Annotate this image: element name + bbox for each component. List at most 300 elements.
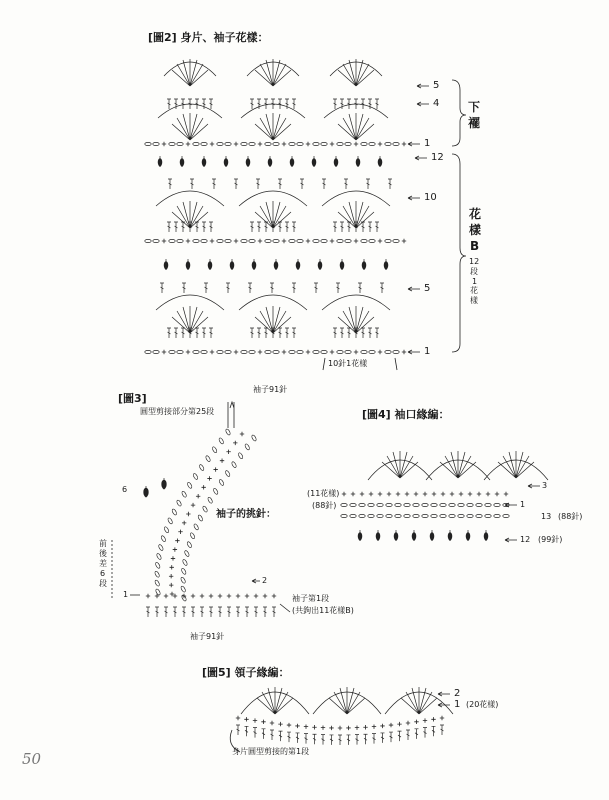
single-crochet-symbol bbox=[162, 142, 166, 146]
chain-symbol bbox=[244, 443, 250, 450]
treble-symbol bbox=[212, 179, 216, 189]
puff-stitch-symbol bbox=[296, 259, 301, 270]
treble-symbol bbox=[209, 328, 213, 338]
treble-symbol bbox=[174, 328, 178, 338]
d4-row-13: 13 bbox=[541, 512, 552, 521]
puff-stitch-symbol bbox=[430, 530, 435, 541]
d5-repeats: (20花樣) bbox=[466, 700, 499, 709]
chain-symbol bbox=[164, 526, 170, 533]
chain-symbol bbox=[458, 514, 464, 517]
single-crochet-symbol bbox=[220, 458, 224, 462]
single-crochet-symbol bbox=[270, 721, 274, 725]
chain-symbol bbox=[186, 541, 192, 548]
treble-symbol bbox=[257, 222, 261, 232]
single-crochet-symbol bbox=[253, 718, 257, 722]
treble-symbol bbox=[287, 732, 291, 742]
chain-symbol bbox=[368, 514, 374, 517]
single-crochet-symbol bbox=[213, 467, 217, 471]
treble-symbol bbox=[278, 222, 282, 232]
treble-symbol bbox=[256, 179, 260, 189]
treble-symbol bbox=[262, 729, 266, 739]
single-crochet-symbol bbox=[191, 594, 195, 598]
chain-symbol bbox=[350, 503, 356, 506]
fan-shell-symbol bbox=[172, 59, 208, 86]
single-crochet-symbol bbox=[186, 512, 190, 516]
treble-symbol bbox=[368, 328, 372, 338]
chain-symbol bbox=[337, 239, 343, 242]
single-crochet-symbol bbox=[441, 492, 445, 496]
treble-symbol bbox=[209, 222, 213, 232]
diagram5-stitch-chart bbox=[236, 687, 453, 745]
row-label-5-bottom: 5 bbox=[424, 283, 431, 294]
chain-symbol bbox=[431, 503, 437, 506]
chain-symbol bbox=[458, 503, 464, 506]
puff-stitch-symbol bbox=[394, 530, 399, 541]
treble-symbol bbox=[202, 222, 206, 232]
single-crochet-symbol bbox=[402, 350, 406, 354]
chain-symbol bbox=[377, 514, 383, 517]
chain-symbol bbox=[393, 142, 399, 145]
chain-symbol bbox=[265, 239, 271, 242]
chain-symbol bbox=[201, 350, 207, 353]
round-join-label: 圓型剪接部分第25段 bbox=[140, 407, 215, 416]
chain-symbol bbox=[153, 239, 159, 242]
chain-symbol bbox=[213, 488, 219, 495]
treble-symbol bbox=[182, 283, 186, 293]
treble-symbol bbox=[366, 179, 370, 189]
treble-symbol bbox=[347, 99, 351, 109]
single-crochet-symbol bbox=[170, 592, 174, 596]
treble-symbol bbox=[167, 328, 171, 338]
single-crochet-symbol bbox=[218, 594, 222, 598]
chain-symbol bbox=[476, 514, 482, 517]
single-crochet-symbol bbox=[146, 594, 150, 598]
treble-symbol bbox=[264, 99, 268, 109]
chain-symbol bbox=[449, 514, 455, 517]
chain-symbol bbox=[467, 503, 473, 506]
single-crochet-symbol bbox=[306, 239, 310, 243]
fan-shell-symbol bbox=[257, 687, 293, 714]
chain-symbol bbox=[386, 514, 392, 517]
treble-symbol bbox=[146, 607, 150, 617]
chain-symbol bbox=[158, 544, 164, 551]
treble-symbol bbox=[278, 179, 282, 189]
puff-stitch-symbol bbox=[268, 156, 273, 167]
treble-symbol bbox=[333, 328, 337, 338]
fan-shell-symbol bbox=[329, 687, 365, 714]
single-crochet-symbol bbox=[175, 538, 179, 542]
chain-symbol bbox=[225, 428, 231, 435]
chain-symbol bbox=[404, 514, 410, 517]
treble-symbol bbox=[358, 283, 362, 293]
chain-symbol bbox=[180, 577, 186, 584]
single-crochet-symbol bbox=[201, 485, 205, 489]
single-crochet-symbol bbox=[354, 350, 358, 354]
treble-symbol bbox=[372, 734, 376, 744]
chain-symbol bbox=[422, 514, 428, 517]
single-crochet-symbol bbox=[210, 142, 214, 146]
single-crochet-symbol bbox=[372, 724, 376, 728]
treble-symbol bbox=[209, 607, 213, 617]
single-crochet-symbol bbox=[342, 492, 346, 496]
single-crochet-symbol bbox=[186, 239, 190, 243]
chain-symbol bbox=[321, 350, 327, 353]
chain-symbol bbox=[273, 239, 279, 242]
treble-symbol bbox=[355, 735, 359, 745]
single-crochet-symbol bbox=[164, 594, 168, 598]
single-crochet-symbol bbox=[397, 722, 401, 726]
chain-symbol bbox=[160, 535, 166, 542]
chain-symbol bbox=[361, 142, 367, 145]
treble-symbol bbox=[340, 328, 344, 338]
treble-symbol bbox=[155, 607, 159, 617]
chain-symbol bbox=[182, 559, 188, 566]
single-crochet-symbol bbox=[263, 594, 267, 598]
chain-symbol bbox=[241, 350, 247, 353]
puff-stitch-symbol bbox=[252, 259, 257, 270]
d5-join-row: 身片圓型剪接的第1段 bbox=[232, 747, 310, 756]
treble-symbol bbox=[195, 99, 199, 109]
chain-symbol bbox=[413, 514, 419, 517]
chain-symbol bbox=[361, 239, 367, 242]
chain-symbol bbox=[350, 514, 356, 517]
single-crochet-symbol bbox=[389, 723, 393, 727]
single-crochet-symbol bbox=[186, 350, 190, 354]
diagram4-annotations bbox=[505, 484, 540, 542]
single-crochet-symbol bbox=[486, 492, 490, 496]
treble-symbol bbox=[181, 99, 185, 109]
puff-stitch-symbol bbox=[186, 259, 191, 270]
single-crochet-symbol bbox=[477, 492, 481, 496]
single-crochet-symbol bbox=[155, 594, 159, 598]
single-crochet-symbol bbox=[210, 350, 214, 354]
single-crochet-symbol bbox=[207, 476, 211, 480]
chain-symbol bbox=[238, 452, 244, 459]
single-crochet-symbol bbox=[227, 594, 231, 598]
chain-symbol bbox=[193, 142, 199, 145]
chain-symbol bbox=[225, 142, 231, 145]
single-crochet-symbol bbox=[402, 239, 406, 243]
d4-repeats: (11花樣) bbox=[307, 489, 340, 498]
single-crochet-symbol bbox=[162, 239, 166, 243]
pickup-label: 袖子的挑針： bbox=[216, 509, 276, 520]
d4-stitches-88-right: (88針) bbox=[558, 512, 583, 521]
chain-symbol bbox=[181, 568, 187, 575]
single-crochet-symbol bbox=[173, 547, 177, 551]
single-crochet-symbol bbox=[200, 594, 204, 598]
single-crochet-symbol bbox=[459, 492, 463, 496]
treble-symbol bbox=[304, 734, 308, 744]
chain-symbol bbox=[171, 508, 177, 515]
chain-symbol bbox=[395, 514, 401, 517]
chain-symbol bbox=[368, 503, 374, 506]
single-crochet-symbol bbox=[378, 492, 382, 496]
puff-stitch-symbol bbox=[384, 259, 389, 270]
treble-symbol bbox=[322, 179, 326, 189]
chain-symbol bbox=[313, 350, 319, 353]
treble-symbol bbox=[270, 730, 274, 740]
single-crochet-symbol bbox=[244, 717, 248, 721]
chain-symbol bbox=[193, 523, 199, 530]
chain-symbol bbox=[187, 482, 193, 489]
single-crochet-symbol bbox=[468, 492, 472, 496]
repeat-label-3: 1 bbox=[472, 277, 478, 286]
front-back-1: 前 bbox=[99, 539, 107, 548]
puff-stitch-symbol bbox=[246, 156, 251, 167]
chain-symbol bbox=[197, 514, 203, 521]
chain-symbol bbox=[359, 503, 365, 506]
diagram2-title: [圖2] 身片、袖子花樣： bbox=[148, 31, 269, 44]
chain-symbol bbox=[385, 239, 391, 242]
chain-symbol bbox=[241, 239, 247, 242]
puff-stitch-symbol bbox=[290, 156, 295, 167]
treble-symbol bbox=[285, 222, 289, 232]
row-label-5-top: 5 bbox=[433, 80, 440, 91]
puff-stitch-symbol bbox=[230, 259, 235, 270]
treble-symbol bbox=[314, 283, 318, 293]
treble-symbol bbox=[190, 179, 194, 189]
treble-symbol bbox=[181, 328, 185, 338]
single-crochet-symbol bbox=[287, 723, 291, 727]
treble-symbol bbox=[271, 328, 275, 338]
treble-symbol bbox=[164, 607, 168, 617]
single-crochet-symbol bbox=[440, 716, 444, 720]
treble-symbol bbox=[245, 726, 249, 736]
single-crochet-symbol bbox=[423, 492, 427, 496]
treble-symbol bbox=[264, 222, 268, 232]
chain-symbol bbox=[156, 553, 162, 560]
treble-symbol bbox=[285, 328, 289, 338]
single-crochet-symbol bbox=[196, 494, 200, 498]
treble-symbol bbox=[227, 607, 231, 617]
chain-symbol bbox=[431, 514, 437, 517]
single-crochet-symbol bbox=[261, 720, 265, 724]
puff-stitch-symbol bbox=[158, 156, 163, 167]
d4-row-12: 12 bbox=[520, 535, 531, 544]
puff-stitch-symbol bbox=[358, 530, 363, 541]
treble-symbol bbox=[292, 283, 296, 293]
d4-stitches-88-left: (88針) bbox=[312, 501, 337, 510]
treble-symbol bbox=[278, 328, 282, 338]
treble-symbol bbox=[204, 283, 208, 293]
single-crochet-symbol bbox=[363, 725, 367, 729]
single-crochet-symbol bbox=[354, 142, 358, 146]
chain-symbol bbox=[193, 239, 199, 242]
chain-symbol bbox=[225, 470, 231, 477]
fan-shell-symbol bbox=[172, 113, 208, 140]
single-crochet-symbol bbox=[162, 350, 166, 354]
treble-symbol bbox=[250, 222, 254, 232]
treble-symbol bbox=[234, 179, 238, 189]
d5-row-2: 2 bbox=[454, 688, 461, 699]
single-crochet-symbol bbox=[236, 716, 240, 720]
chain-symbol bbox=[313, 142, 319, 145]
repeat-label-4: 花 bbox=[470, 286, 478, 295]
chain-symbol bbox=[193, 350, 199, 353]
chain-symbol bbox=[190, 532, 196, 539]
treble-symbol bbox=[333, 99, 337, 109]
fan-shell-symbol bbox=[382, 451, 418, 478]
treble-symbol bbox=[160, 283, 164, 293]
treble-symbol bbox=[361, 328, 365, 338]
chain-symbol bbox=[184, 550, 190, 557]
single-crochet-symbol bbox=[312, 725, 316, 729]
chain-symbol bbox=[377, 503, 383, 506]
chain-symbol bbox=[212, 446, 218, 453]
treble-symbol bbox=[333, 222, 337, 232]
d3-row-6: 6 bbox=[122, 485, 128, 494]
fan-shell-symbol bbox=[440, 451, 476, 478]
chain-symbol bbox=[449, 503, 455, 506]
single-crochet-symbol bbox=[354, 239, 358, 243]
chain-symbol bbox=[440, 514, 446, 517]
single-crochet-symbol bbox=[431, 717, 435, 721]
d4-row-3: 3 bbox=[542, 481, 548, 490]
fan-shell-symbol bbox=[338, 113, 374, 140]
chain-symbol bbox=[217, 239, 223, 242]
chain-symbol bbox=[154, 571, 160, 578]
hem-label-2: 襬 bbox=[468, 116, 481, 130]
diagram2-stitch-chart bbox=[145, 59, 406, 354]
puff-stitch-symbol bbox=[202, 156, 207, 167]
treble-symbol bbox=[292, 222, 296, 232]
chain-symbol bbox=[145, 239, 151, 242]
chain-symbol bbox=[273, 350, 279, 353]
stitch-count-label: 10針1花樣 bbox=[328, 359, 368, 368]
single-crochet-symbol bbox=[338, 726, 342, 730]
chain-symbol bbox=[249, 350, 255, 353]
chain-symbol bbox=[201, 239, 207, 242]
row-label-1-bottom: 1 bbox=[424, 346, 431, 357]
treble-symbol bbox=[272, 607, 276, 617]
chain-symbol bbox=[337, 142, 343, 145]
puff-stitch-symbol bbox=[144, 486, 149, 497]
single-crochet-symbol bbox=[240, 432, 244, 436]
chain-symbol bbox=[341, 514, 347, 517]
treble-symbol bbox=[292, 99, 296, 109]
single-crochet-symbol bbox=[396, 492, 400, 496]
single-crochet-symbol bbox=[171, 556, 175, 560]
sleeve-stitches-bottom: 袖子91針 bbox=[190, 632, 225, 641]
page-number: 50 bbox=[22, 750, 42, 768]
single-crochet-symbol bbox=[330, 142, 334, 146]
single-crochet-symbol bbox=[282, 350, 286, 354]
single-crochet-symbol bbox=[173, 594, 177, 598]
chain-symbol bbox=[386, 503, 392, 506]
treble-symbol bbox=[218, 607, 222, 617]
total-pickup-label: (共鉤出11花樣B) bbox=[292, 606, 354, 615]
treble-symbol bbox=[406, 730, 410, 740]
chain-symbol bbox=[361, 350, 367, 353]
chain-symbol bbox=[207, 497, 213, 504]
chain-symbol bbox=[176, 500, 182, 507]
single-crochet-symbol bbox=[306, 350, 310, 354]
treble-symbol bbox=[254, 607, 258, 617]
chain-symbol bbox=[321, 142, 327, 145]
chain-symbol bbox=[345, 239, 351, 242]
single-crochet-symbol bbox=[378, 239, 382, 243]
puff-stitch-symbol bbox=[180, 156, 185, 167]
single-crochet-symbol bbox=[504, 492, 508, 496]
chain-symbol bbox=[385, 350, 391, 353]
treble-symbol bbox=[182, 607, 186, 617]
single-crochet-symbol bbox=[186, 142, 190, 146]
single-crochet-symbol bbox=[378, 350, 382, 354]
puff-stitch-symbol bbox=[484, 530, 489, 541]
single-crochet-symbol bbox=[169, 583, 173, 587]
single-crochet-symbol bbox=[351, 492, 355, 496]
treble-symbol bbox=[173, 607, 177, 617]
single-crochet-symbol bbox=[282, 142, 286, 146]
treble-symbol bbox=[375, 222, 379, 232]
row-label-1-top: 1 bbox=[424, 138, 431, 149]
chain-symbol bbox=[251, 434, 257, 441]
chain-symbol bbox=[369, 142, 375, 145]
puff-stitch-symbol bbox=[312, 156, 317, 167]
treble-symbol bbox=[321, 735, 325, 745]
chain-symbol bbox=[341, 503, 347, 506]
chain-symbol bbox=[321, 239, 327, 242]
single-crochet-symbol bbox=[234, 350, 238, 354]
single-crochet-symbol bbox=[170, 565, 174, 569]
diagram2-annotations bbox=[323, 80, 466, 370]
chain-symbol bbox=[369, 239, 375, 242]
treble-symbol bbox=[388, 179, 392, 189]
chain-symbol bbox=[404, 503, 410, 506]
single-crochet-symbol bbox=[423, 718, 427, 722]
row-label-4: 4 bbox=[433, 98, 440, 109]
chain-symbol bbox=[205, 455, 211, 462]
single-crochet-symbol bbox=[254, 594, 258, 598]
single-crochet-symbol bbox=[258, 239, 262, 243]
chain-symbol bbox=[422, 503, 428, 506]
chain-symbol bbox=[201, 142, 207, 145]
treble-symbol bbox=[250, 328, 254, 338]
treble-symbol bbox=[344, 179, 348, 189]
fan-shell-symbol bbox=[255, 113, 291, 140]
single-crochet-symbol bbox=[209, 594, 213, 598]
single-crochet-symbol bbox=[330, 239, 334, 243]
single-crochet-symbol bbox=[306, 142, 310, 146]
single-crochet-symbol bbox=[380, 724, 384, 728]
fan-shell-symbol bbox=[498, 451, 534, 478]
front-back-2: 後 bbox=[99, 549, 107, 558]
treble-symbol bbox=[200, 607, 204, 617]
chain-symbol bbox=[177, 142, 183, 145]
treble-symbol bbox=[361, 99, 365, 109]
chain-symbol bbox=[297, 142, 303, 145]
single-crochet-symbol bbox=[406, 721, 410, 725]
single-crochet-symbol bbox=[234, 239, 238, 243]
single-crochet-symbol bbox=[405, 492, 409, 496]
treble-symbol bbox=[264, 328, 268, 338]
treble-symbol bbox=[181, 222, 185, 232]
single-crochet-symbol bbox=[414, 492, 418, 496]
chain-symbol bbox=[241, 142, 247, 145]
chain-symbol bbox=[494, 503, 500, 506]
treble-symbol bbox=[432, 726, 436, 736]
chain-symbol bbox=[467, 514, 473, 517]
chain-symbol bbox=[217, 142, 223, 145]
diagram4-stitch-chart bbox=[341, 451, 548, 541]
chain-symbol bbox=[440, 503, 446, 506]
row-label-10: 10 bbox=[424, 192, 437, 203]
diagram4-title: [圖4] 袖口緣編： bbox=[362, 408, 450, 421]
treble-symbol bbox=[195, 328, 199, 338]
single-crochet-symbol bbox=[321, 725, 325, 729]
treble-symbol bbox=[415, 729, 419, 739]
puff-stitch-symbol bbox=[164, 259, 169, 270]
